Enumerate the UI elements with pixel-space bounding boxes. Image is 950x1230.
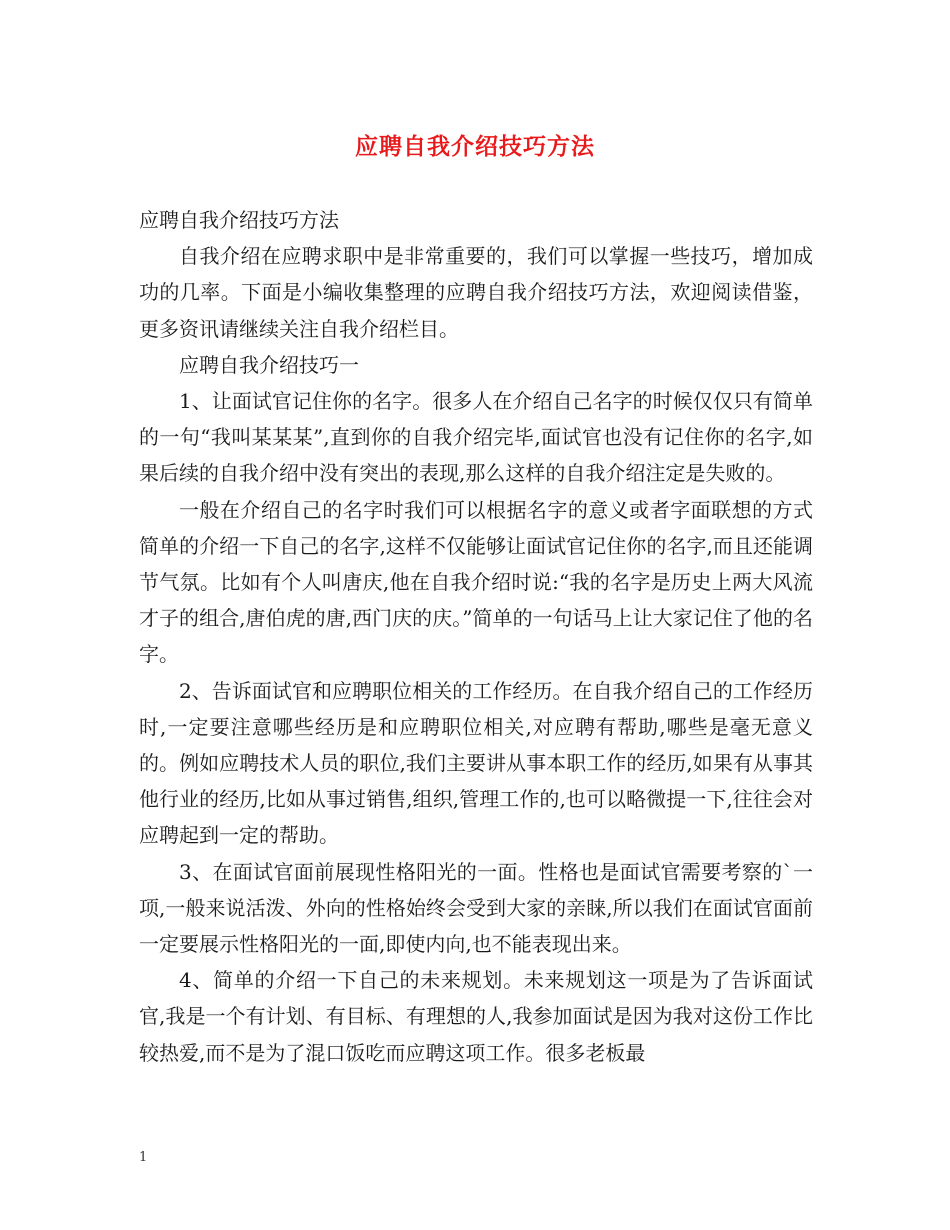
body-paragraph: 3、在面试官面前展现性格阳光的一面。性格也是面试官需要考察的`一项,一般来说活泼、外向的性格始终会受到大家的亲睐,所以我们在面试官面前一定要展示性格阳光的一面,即使内向,也不能表现出来。 [139, 859, 813, 957]
body-paragraph: 4、简单的介绍一下自己的未来规划。未来规划这一项是为了告诉面试官,我是一个有计划、有目标、有理想的人,我参加面试是因为我对这份工作比较热爱,而不是为了混口饭吃而应聘这项工作。很多老板最 [139, 968, 813, 1065]
body-paragraph: 2、告诉面试官和应聘职位相关的工作经历。在自我介绍自己的工作经历时,一定要注意哪些经历是和应聘职位相关,对应聘有帮助,哪些是毫无意义的。例如应聘技术人员的职位,我们主要讲从事本职工作的经历,如果有从事其他行业的经历,比如从事过销售,组织,管理工作的,也可以略微提一下,往往会对应聘起到一定的帮助。 [139, 678, 813, 848]
document-title: 应聘自我介绍技巧方法 [355, 133, 595, 160]
document-body [139, 202, 813, 1071]
section-heading: 应聘自我介绍技巧方法 [139, 208, 339, 232]
page-number: 1 [139, 1150, 148, 1165]
intro-paragraph: 自我介绍在应聘求职中是非常重要的，我们可以掌握一些技巧，增加成功的几率。下面是小编收集整理的应聘自我介绍技巧方法，欢迎阅读借鉴，更多资讯请继续关注自我介绍栏目。 [139, 244, 813, 341]
body-paragraph: 1、让面试官记住你的名字。很多人在介绍自己名字的时候仅仅只有简单的一句“我叫某某某”,直到你的自我介绍完毕,面试官也没有记住你的名字,如果后续的自我介绍中没有突出的表现,那么这样的自我介绍注定是失败的。 [139, 389, 813, 486]
subsection-heading: 应聘自我介绍技巧一 [179, 352, 359, 377]
body-paragraph: 一般在介绍自己的名字时我们可以根据名字的意义或者字面联想的方式简单的介绍一下自己的名字,这样不仅能够让面试官记住你的名字,而且还能调节气氛。比如有个人叫唐庆,他在自我介绍时说:“我的名字是历史上两大风流才子的组合,唐伯虎的唐,西门庆的庆。”简单的一句话马上让大家记住了他的名字。 [139, 497, 813, 667]
